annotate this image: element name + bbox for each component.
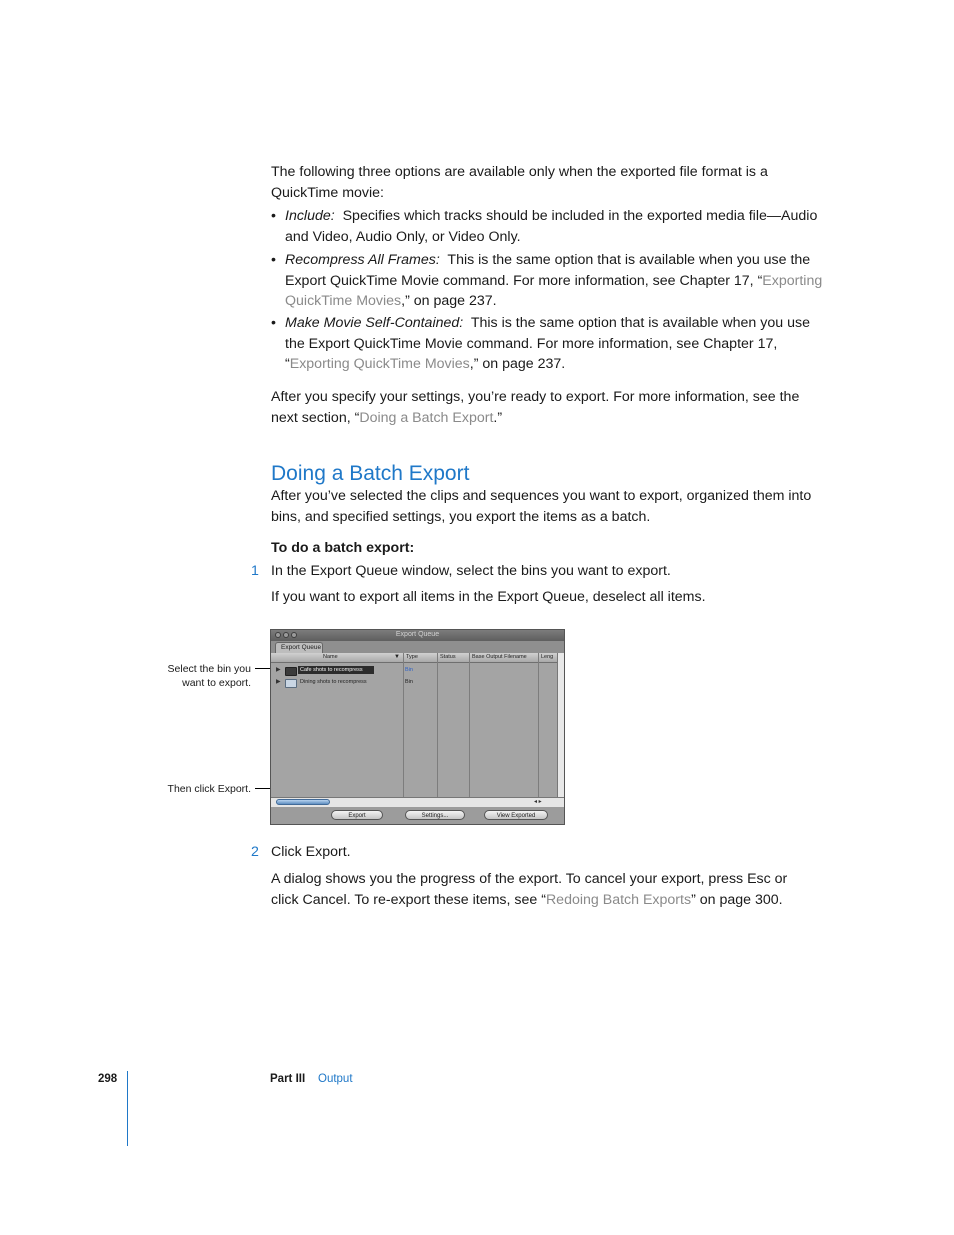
cross-reference-link[interactable]: QuickTime Movies (285, 293, 402, 309)
section-line-1: After you’ve selected the clips and sequences you want to export, organized them into (271, 488, 812, 504)
after-line-2: next section, “ (271, 409, 360, 426)
list-item[interactable] (271, 665, 557, 675)
after-paragraph (271, 387, 827, 428)
step-note-line-2-end: ” on page 300. (691, 891, 783, 908)
bullet-term: Recompress All Frames: (285, 252, 440, 268)
export-queue-window (270, 629, 565, 825)
step-note-line-1: A dialog shows you the progress of the export. To cancel your export, press Esc or (271, 871, 788, 887)
horizontal-scrollbar[interactable] (271, 797, 564, 807)
cross-reference-link[interactable]: Exporting (762, 272, 823, 289)
bullet-dot: • (271, 315, 276, 331)
after-line-2-end: .” (493, 409, 503, 426)
footer-section: Output (318, 1073, 353, 1085)
step-text: Click Export. (271, 844, 351, 860)
bullet-text: “ (285, 356, 290, 372)
bin-list (271, 653, 557, 797)
section-paragraph (271, 486, 827, 527)
task-title: To do a batch export: (271, 540, 415, 556)
intro-paragraph (271, 162, 827, 203)
bullet-text: Specifies which tracks should be included in the exported media file—Audio (334, 208, 818, 224)
tab-export-queue[interactable]: Export Queue (275, 642, 323, 653)
bullet-recompress (285, 250, 827, 312)
sort-triangle-icon[interactable]: ▼ (394, 654, 400, 660)
step-number: 1 (251, 563, 259, 579)
section-heading: Doing a Batch Export (271, 462, 470, 485)
bullet-dot: • (271, 208, 276, 224)
callout-line: Select the bin you (167, 663, 251, 675)
step-note (271, 869, 827, 910)
step-text: In the Export Queue window, select the bins you want to export. (271, 563, 671, 579)
intro-line-2: QuickTime movie: (271, 184, 384, 201)
section-line-2: bins, and specified settings, you export the items as a batch. (271, 508, 651, 525)
cross-reference-link[interactable]: Doing a Batch Export (359, 409, 494, 426)
column-header-bar (271, 653, 557, 663)
column-header-length[interactable]: Leng (541, 654, 554, 660)
list-item[interactable] (271, 677, 557, 687)
window-titlebar (271, 630, 564, 641)
bullet-text: This is the same option that is available when you use (463, 315, 810, 331)
cross-reference-link[interactable]: Redoing Batch Exports (545, 891, 692, 908)
view-exported-button[interactable]: View Exported (484, 810, 548, 820)
settings-button[interactable]: Settings... (405, 810, 465, 820)
footer-part: Part III (270, 1073, 306, 1085)
bullet-term: Make Movie Self-Contained: (285, 315, 464, 331)
vertical-scrollbar[interactable] (557, 653, 565, 797)
window-title: Export Queue (395, 631, 440, 638)
bullet-text: This is the same option that is available when you use the (439, 252, 811, 268)
after-line-1: After you specify your settings, you’re ready to export. For more information, see the (271, 389, 800, 405)
disclosure-triangle-icon[interactable]: ▶ (276, 667, 281, 673)
bullet-text: the Export QuickTime Movie command. For more information, see Chapter 17, (285, 335, 778, 352)
bin-type: Bin (405, 679, 413, 685)
button-bar (271, 807, 564, 824)
bullet-text: and Video, Audio Only, or Video Only. (285, 228, 521, 245)
column-header-name[interactable]: Name (323, 654, 338, 660)
export-button[interactable]: Export (331, 810, 383, 820)
scroll-arrows-icon[interactable]: ◂ ▸ (534, 799, 542, 805)
step-note-line-2: click Cancel. To re-export these items, see “ (271, 891, 546, 908)
bullet-text: ,” on page 237. (469, 356, 566, 372)
step-note: If you want to export all items in the Export Queue, deselect all items. (271, 589, 706, 605)
footer-rule (127, 1071, 128, 1146)
column-header-filename[interactable]: Base Output Filename (472, 654, 527, 660)
column-header-status[interactable]: Status (440, 654, 456, 660)
callout-select-bin (150, 662, 251, 690)
bullet-text: Export QuickTime Movie command. For more information, see Chapter 17, “ (285, 272, 763, 289)
bin-folder-icon (285, 667, 297, 676)
page-number: 298 (98, 1073, 118, 1085)
callout-click-export: Then click Export. (167, 783, 251, 795)
bullet-self-contained (285, 313, 827, 375)
scroll-thumb[interactable] (276, 799, 330, 805)
callout-line: want to export. (182, 677, 251, 689)
disclosure-triangle-icon[interactable]: ▶ (276, 679, 281, 685)
bin-name: Dining shots to recompress (300, 679, 367, 685)
bin-name: Cafe shots to recompress (300, 667, 363, 673)
step-number: 2 (251, 844, 259, 860)
bin-folder-icon (285, 679, 297, 688)
cross-reference-link[interactable]: Exporting QuickTime Movies (289, 356, 470, 372)
intro-line-1: The following three options are available only when the exported file format is a (271, 164, 768, 180)
bullet-term: Include: (285, 208, 335, 224)
bullet-dot: • (271, 252, 276, 268)
column-header-type[interactable]: Type (406, 654, 418, 660)
bullet-include (285, 206, 827, 247)
bin-type: Bin (405, 667, 413, 673)
bullet-text: ,” on page 237. (401, 293, 497, 309)
